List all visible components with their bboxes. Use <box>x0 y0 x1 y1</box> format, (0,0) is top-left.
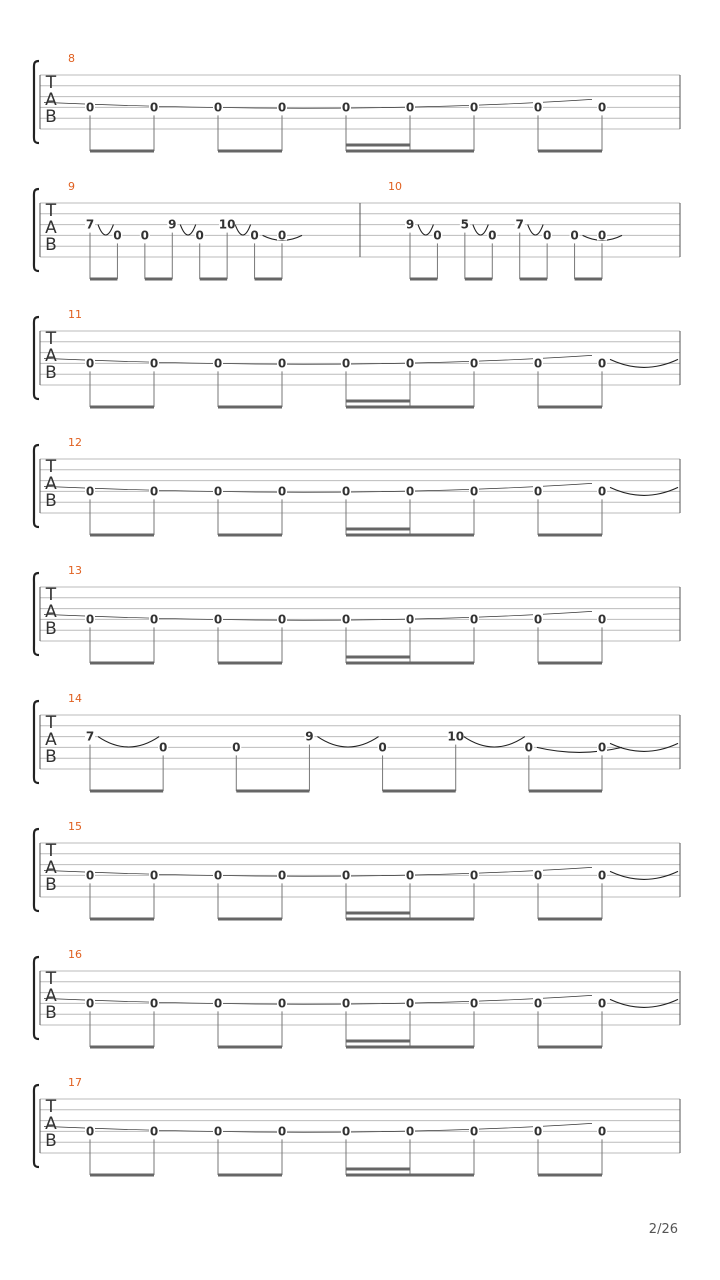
system-bracket <box>34 189 39 271</box>
fret-number: 0 <box>469 1124 479 1139</box>
measure-number: 16 <box>68 948 82 961</box>
tab-clef-letter: A <box>45 730 57 750</box>
fret-number: 0 <box>85 612 95 627</box>
fret-number: 0 <box>597 228 607 243</box>
fret-number: 0 <box>213 996 223 1011</box>
fret-number: 0 <box>85 484 95 499</box>
tie-arc <box>464 737 525 747</box>
fret-number: 0 <box>341 996 351 1011</box>
fret-number: 0 <box>597 484 607 499</box>
fret-number: 0 <box>213 1124 223 1139</box>
fret-number: 0 <box>232 740 241 755</box>
fret-number: 0 <box>341 356 351 371</box>
measure-number: 11 <box>68 308 82 321</box>
fret-number: 0 <box>158 740 168 755</box>
fret-number: 0 <box>85 356 95 371</box>
measure-number: 14 <box>68 692 82 705</box>
fret-number: 5 <box>460 217 470 232</box>
system-bracket <box>34 573 39 655</box>
measure-number: 12 <box>68 436 82 449</box>
fret-number: 10 <box>447 729 465 744</box>
fret-number: 0 <box>277 100 287 115</box>
fret-number: 0 <box>405 996 415 1011</box>
fret-number: 0 <box>341 484 351 499</box>
fret-number: 0 <box>469 100 479 115</box>
tab-clef-letter: A <box>45 858 57 878</box>
fret-number: 0 <box>405 1124 415 1139</box>
fret-number: 0 <box>85 1124 95 1139</box>
fret-number: 0 <box>213 100 223 115</box>
fret-number: 0 <box>597 356 607 371</box>
tab-clef-letter: B <box>45 491 57 511</box>
fret-number: 0 <box>149 612 159 627</box>
fret-number: 0 <box>149 100 159 115</box>
measure-number: 13 <box>68 564 82 577</box>
system-bracket <box>34 445 39 527</box>
tie-arc <box>473 225 488 235</box>
tab-clef-letter: B <box>45 363 57 383</box>
fret-number: 0 <box>85 996 95 1011</box>
fret-number: 0 <box>570 228 579 243</box>
fret-number: 9 <box>168 217 177 232</box>
fret-number: 0 <box>533 356 543 371</box>
fret-number: 0 <box>277 996 287 1011</box>
fret-number: 0 <box>433 228 442 243</box>
tie-arc <box>235 225 250 235</box>
fret-number: 0 <box>341 612 351 627</box>
fret-number: 0 <box>341 1124 351 1139</box>
tab-clef-letter: A <box>45 474 57 494</box>
measure-number: 9 <box>68 180 75 193</box>
fret-number: 0 <box>405 484 415 499</box>
tab-clef-letter: T <box>45 1097 57 1117</box>
fret-number: 0 <box>113 228 122 243</box>
fret-number: 0 <box>469 356 479 371</box>
fret-number: 0 <box>85 868 95 883</box>
fret-number: 0 <box>469 996 479 1011</box>
fret-number: 0 <box>533 612 543 627</box>
tab-clef-letter: B <box>45 875 57 895</box>
fret-number: 0 <box>149 1124 159 1139</box>
tab-clef-letter: T <box>45 713 57 733</box>
fret-number: 0 <box>405 868 415 883</box>
fret-number: 0 <box>469 484 479 499</box>
system-bracket <box>34 1085 39 1167</box>
fret-number: 0 <box>85 100 95 115</box>
fret-number: 0 <box>488 228 497 243</box>
fret-number: 7 <box>515 217 524 232</box>
tie-arc <box>528 225 543 235</box>
tab-clef-letter: A <box>45 218 57 238</box>
fret-number: 0 <box>597 996 607 1011</box>
system-bracket <box>34 701 39 783</box>
tab-clef-letter: B <box>45 619 57 639</box>
tie-arc <box>317 737 378 747</box>
fret-number: 0 <box>277 612 287 627</box>
tie-arc <box>537 747 622 752</box>
system-bracket <box>34 317 39 399</box>
fret-number: 0 <box>140 228 150 243</box>
fret-number: 0 <box>469 868 479 883</box>
tie-arc <box>98 737 159 747</box>
tab-clef-letter: T <box>45 585 57 605</box>
tab-clef-letter: B <box>45 107 57 127</box>
fret-number: 0 <box>597 100 607 115</box>
tab-clef-letter: A <box>45 1114 57 1134</box>
fret-number: 0 <box>405 356 415 371</box>
measure-number: 17 <box>68 1076 82 1089</box>
tab-clef-letter: T <box>45 329 57 349</box>
tab-clef-letter: A <box>45 346 57 366</box>
tie-arc <box>418 225 433 235</box>
fret-number: 0 <box>277 228 287 243</box>
tab-clef-letter: A <box>45 602 57 622</box>
fret-number: 0 <box>533 1124 543 1139</box>
measure-number: 8 <box>68 52 75 65</box>
fret-number: 0 <box>149 868 159 883</box>
tab-clef-letter: T <box>45 201 57 221</box>
fret-number: 7 <box>85 729 95 744</box>
tab-clef-letter: B <box>45 747 57 767</box>
fret-number: 9 <box>305 729 314 744</box>
tie-arc <box>98 225 113 235</box>
fret-number: 0 <box>533 868 543 883</box>
fret-number: 0 <box>469 612 479 627</box>
fret-number: 0 <box>149 484 159 499</box>
fret-number: 7 <box>85 217 95 232</box>
fret-number: 0 <box>277 1124 287 1139</box>
fret-number: 0 <box>524 740 534 755</box>
tab-clef-letter: T <box>45 969 57 989</box>
fret-number: 0 <box>213 868 223 883</box>
fret-number: 0 <box>597 868 607 883</box>
measure-number: 10 <box>388 180 402 193</box>
system-bracket <box>34 957 39 1039</box>
page-number: 2/26 <box>648 1222 678 1237</box>
fret-number: 0 <box>277 868 287 883</box>
fret-number: 0 <box>533 484 543 499</box>
fret-number: 0 <box>597 612 607 627</box>
fret-number: 0 <box>341 100 351 115</box>
system-bracket <box>34 61 39 143</box>
tab-clef-letter: T <box>45 73 57 93</box>
tie-arc <box>180 225 195 235</box>
fret-number: 0 <box>195 228 204 243</box>
tab-clef-letter: A <box>45 90 57 110</box>
fret-number: 0 <box>277 356 287 371</box>
fret-number: 0 <box>533 996 543 1011</box>
tab-clef-letter: T <box>45 841 57 861</box>
fret-number: 0 <box>533 100 543 115</box>
system-bracket <box>34 829 39 911</box>
fret-number: 10 <box>218 217 236 232</box>
fret-number: 0 <box>277 484 287 499</box>
tab-clef-letter: T <box>45 457 57 477</box>
fret-number: 0 <box>597 740 607 755</box>
tab-clef-letter: B <box>45 1131 57 1151</box>
fret-number: 0 <box>149 356 159 371</box>
tab-clef-letter: B <box>45 1003 57 1023</box>
fret-number: 0 <box>250 228 259 243</box>
fret-number: 0 <box>405 100 415 115</box>
fret-number: 0 <box>405 612 415 627</box>
fret-number: 0 <box>213 356 223 371</box>
fret-number: 0 <box>213 484 223 499</box>
fret-number: 0 <box>597 1124 607 1139</box>
fret-number: 0 <box>378 740 387 755</box>
measure-number: 15 <box>68 820 82 833</box>
fret-number: 9 <box>405 217 415 232</box>
fret-number: 0 <box>341 868 351 883</box>
fret-number: 0 <box>213 612 223 627</box>
fret-number: 0 <box>149 996 159 1011</box>
tab-clef-letter: B <box>45 235 57 255</box>
tab-clef-letter: A <box>45 986 57 1006</box>
fret-number: 0 <box>542 228 552 243</box>
